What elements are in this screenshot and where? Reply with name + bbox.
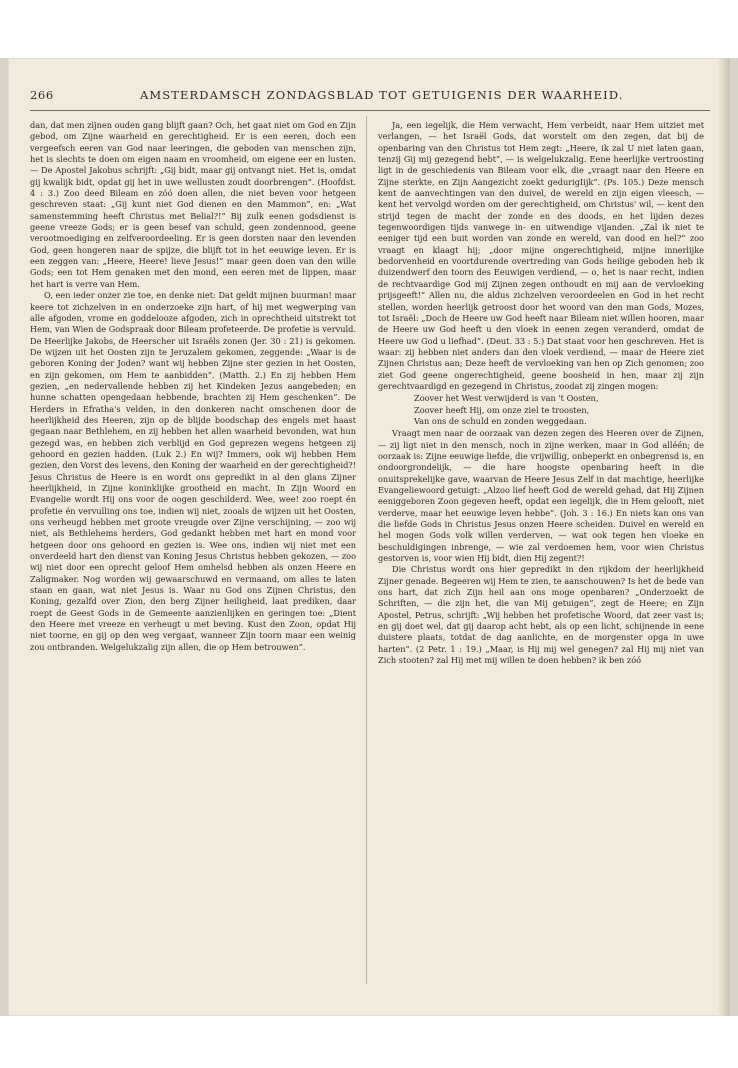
poem-line: Zoover heeft Hij, om onze ziel te troosten, [414,404,590,415]
scan-background-top [0,0,738,58]
page-number: 266 [30,88,54,102]
right-column [378,120,704,667]
poem-stanza [414,393,704,427]
poem-line: Van ons de schuld en zonden weggedaan. [414,415,587,426]
column-divider [366,116,367,984]
running-title: AMSTERDAMSCH ZONDAGSBLAD TOT GETUIGENIS DER WAARHEID. [140,88,624,102]
left-column [30,120,356,653]
left-paragraph-1: dan, dat men zijnen ouden gang blijft gaan? Och, het gaat niet om God en Zijn gebod, om Zijne waarheid en gerechtigheid. Er is een eeren, doch een vergeefsch eeren van God naar leeringen, die geboden van menschen zijn, het is slechts te doen om eigen naam en vroomheid, om eigene eer en lusten. — De Apostel Jakobus schrijft: „Gij bidt, maar gij ontvangt niet. Het is, omdat gij kwalijk bidt, opdat gij het in uwe wellusten zoudt doorbrengen”. (Hoofdst. 4 : 3.) Zoo deed Bileam en zóó doen allen, die niet beven voor hetgeen geschreven staat: „Gij kunt niet God dienen en den Mammon”, en: „Wat samenstemming heeft Christus met Belial?!” Bij zulk eenen godsdienst is geene vreeze Gods; er is geen besef van schuld, geen zondennood, geene verootmoediging en zelfveroordeeling. Er is geen dorsten naar den levenden God, geen hongeren naar de spijze, die blijft tot in het eeuwige leven. Er is een zeggen van: „Heere, Heere! lieve Jesus!” maar geen doen van den wille Gods; een tot Hem genaken met den mond, een eeren met de lippen, maar het hart is verre van Hem. [30,120,356,289]
right-paragraph-3: Die Christus wordt ons hier gepredikt in den rijkdom der heerlijkheid Zijner genade. Begeeren wij Hem te zien, te aanschouwen? Is het de bede van ons hart, dat zich Zijn heil aan ons moge openbaren? „Onderzoekt de Schriften, — die zijn het, die van Mij getuigen”, zegt de Heere; en Zijn Apostel, Petrus, schrijft: „Wij hebben het profetische Woord, dat zeer vast is; en gij doet wel, dat gij daarop acht hebt, als op een licht, schijnende in eene duistere plaats, totdat de dag aanlichte, en de morgenster opga in uwe harten”. (2 Petr. 1 : 19.) „Maar, is Hij mij wel genegen? zal Hij mij niet van Zich stooten? zal Hij met mij willen te doen hebben? ik ben zóó [378,564,705,666]
newspaper-page [8,58,730,1016]
left-paragraph-2: O, een ieder onzer zie toe, en denke niet: Dat geldt mijnen buurman! maar keere tot zichzelven in en onderzoeke zijn hart, of hij met wegwerping van alle afgoden, vrome en goddelooze afgoden, zich in oprechtheid uitstrekt tot Hem, van Wien de Godspraak door Bileam profeteerde. De profetie is vervuld. De Heerlijke Jakobs, de Heerscher uit Israëls zonen (Jer. 30 : 21) is gekomen. De wijzen uit het Oosten zijn te Jeruzalem gekomen, zeggende: „Waar is de geboren Koning der Joden? want wij hebben Zijne ster gezien in het Oosten, en zijn gekomen, om Hem te aanbidden”. (Matth. 2.) En zij hebben Hem gezien, „en nedervallende hebben zij het Kindeken Jezus aangebeden; en hunne schatten opengedaan hebbende, brachten zij Hem geschenken”. De Herders in Efratha's velden, in den donkeren nacht omschenen door de heerlijkheid des Heeren, zijn op de blijde boodschap des engels met haast gegaan naar Bethlehem, en zij hebben het allen waarheid bevonden, wat hun gezegd was, en hebben zich verblijd en God geprezen wegens hetgeen zij gehoord en gezien hadden. (Luk 2.) En wij? Immers, ook wij hebben Hem gezien, den Vorst des levens, den Koning der waarheid en der gerechtigheid?! Jesus Christus de Heere is en wordt ons gepredikt in al den glans Zijner heerlijkheid, in Zijne koninklijke grootheid en macht. In Zijn Woord en Evangelie wordt Hij ons voor de oogen geschilderd. Wee, wee! zoo roept én profetie én vervulling ons toe, indien wij niet, zooals de wijzen uit het Oosten, ons verheugd hebben met groote vreugde over Zijne verschijning, — zoo wij niet, als Bethlehems herders, God gedankt hebben met hart en mond voor hetgeen door ons gehoord en gezien is. Wee ons, indien wij niet met een onverdeeld hart den dienst van Koning Jesus Christus hebben gekozen, — zoo wij niet door een oprecht geloof Hem omhelsd hebben als onzen Heere en Zaligmaker. Nog worden wij gewaarschuwd en vermaand, om alles te laten staan en gaan, wat niet Jesus is. Waar nu God ons Zijnen Christus, den Koning, gezalfd over Zion, den berg Zijner heiligheid, laat prediken, daar roept de Geest Gods in de Gemeente aanzienlijken en geringen toe: „Dient den Heere met vreeze en verheugt u met beving. Kust den Zoon, opdat Hij niet toorne, en gij op den weg vergaat, wanneer Zijn toorn maar een weinig zou ontbranden. Welgelukzalig zijn allen, die op Hem betrouwen”. [30,290,356,652]
right-paragraph-1: Ja, een iegelijk, die Hem verwacht, Hem verbeidt, naar Hem uitziet met verlangen, — het Israël Gods, dat worstelt om den zegen, dat bij de openbaring van den Christus tot Hem zegt: „Heere, ik zal U niet laten gaan, tenzij Gij mij gezegend hebt”, — is welgelukzalig. Eene heerlijke vertroosting ligt in de geschiedenis van Bileam voor elk, die „vraagt naar den Heere en Zijne sterkte, en Zijn Aangezicht zoekt gedurigIijk”. (Ps. 105.) Deze mensch kent de aanvechtingen van den duivel, de wereld en zijn eigen vleesch, — kent het vervolgd worden om der gerechtigheid, om Christus' wil, — kent den strijd tegen de macht der zonde en des doods, en het lijden dezes tegenwoordigen tijds vanwege in- en uitwendige vijanden. „Zal ik niet te eeniger tijd een buit worden van zonde en wereld, van dood en hel?” zoo vraagt en klaagt hij; „door mijne ongerechtigheid, mijne innerlijke bedorvenheid en voortdurende overtreding van Gods heilige geboden heb ik duizendwerf den toorn des Eeuwigen verdiend, — o, het is naar recht, indien de rechtvaardige God mij Zijnen zegen onthoudt en mij aan de vervloeking prijsgeeft!” Allen nu, die aldus zichzelven veroordeelen en God in het recht stellen, worden heerlijk getroost door het woord van den man Gods, Mozes, tot Israël: „Doch de Heere uw God heeft naar Bileam niet willen hooren, maar de Heere uw God heeft u den vloek in eenen zegen veranderd, omdat de Heere uw God u liefhad”. (Deut. 33 : 5.) Dat staat voor hen geschreven. Het is waar: zij hebben niet anders dan den vloek verdiend, — maar de Heere ziet Zijnen Christus aan; Deze heeft de vervloeking van hen op Zich genomen; zoo ziet God geene ongerechtigheid, geene boosheid in hen, maar zij zijn gerechtvaardigd en gezegend in Christus, zoodat zij zingen mogen: [378,120,704,391]
scan-background-bottom [0,1016,738,1068]
page-header [30,88,690,104]
header-rule [30,110,710,111]
poem-line: Zoover het West verwijderd is van 't Oosten, [414,393,599,404]
right-paragraph-2: Vraagt men naar de oorzaak van dezen zegen des Heeren over de Zijnen, — zij ligt niet in den mensch, noch in zijne werken, maar in God alléén; de oorzaak is: Zijne eeuwige liefde, die vrijwillig, onbeperkt en onbegrensd is, en ondoorgrondelijk, — die hare hoogste openbaring heeft in die onuitsprekelijke gave, waarvan de Heere Jesus Zelf in dat machtige, heerlijke Evangeliewoord getuigt: „Alzoo lief heeft God de wereld gehad, dat Hij Zijnen eeniggeboren Zoon gegeven heeft, opdat een iegelijk, die in Hem gelooft, niet verderve, maar het eeuwige leven hebbe”. (Joh. 3 : 16.) En niets kan ons van die liefde Gods in Christus Jesus onzen Heere scheiden. Duivel en wereld en hel mogen Gods volk willen verderven, — wat ook tegen hen vloeke en beschuldigingen inbrenge, — wie zal verdoemen hem, voor wien Christus gestorven is, voor wien Hij bidt, dien Hij zegent?! [378,428,704,564]
page-edge-shadow [718,58,730,1016]
